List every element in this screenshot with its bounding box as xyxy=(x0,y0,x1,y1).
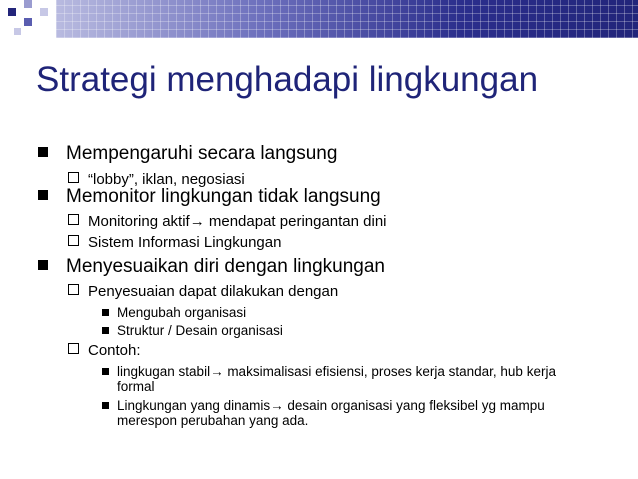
bullet-level1 xyxy=(38,143,337,165)
bullet-level1 xyxy=(38,186,381,208)
bullet-level2 xyxy=(68,234,281,251)
bullet-text: Lingkungan yang dinamis→ desain organisasi yang fleksibel yg mampu merespon perubahan yang ada. xyxy=(117,398,545,428)
bullet-level2 xyxy=(68,342,141,359)
bullet-text: Mempengaruhi secara langsung xyxy=(66,143,338,164)
bullet-text: Struktur / Desain organisasi xyxy=(117,323,283,338)
hollow-box-bullet-icon xyxy=(68,284,79,295)
bullet-text: Contoh: xyxy=(88,342,141,359)
square-bullet-icon xyxy=(38,260,48,270)
slide-title: Strategi menghadapi lingkungan xyxy=(36,60,539,99)
square-bullet-icon xyxy=(102,309,109,316)
bullet-text: lingkugan stabil→ maksimalisasi efisiensi, proses kerja standar, hub kerja formal xyxy=(117,364,556,394)
bullet-level3 xyxy=(102,305,246,320)
bullet-level2 xyxy=(68,213,387,230)
bullet-level1 xyxy=(38,256,385,278)
bullet-level2 xyxy=(68,283,338,300)
square-bullet-icon xyxy=(102,368,109,375)
bullet-text: Mengubah organisasi xyxy=(117,305,247,320)
bullet-text: Penyesuaian dapat dilakukan dengan xyxy=(88,283,339,300)
square-bullet-icon xyxy=(102,402,109,409)
bullet-text: Menyesuaikan diri dengan lingkungan xyxy=(66,256,386,277)
bullet-level3 xyxy=(102,323,283,338)
bullet-level3 xyxy=(102,398,572,428)
square-bullet-icon xyxy=(102,327,109,334)
bullet-text: Sistem Informasi Lingkungan xyxy=(88,234,282,251)
square-bullet-icon xyxy=(38,147,48,157)
hollow-box-bullet-icon xyxy=(68,214,79,225)
bullet-text: Monitoring aktif→ mendapat peringantan dini xyxy=(88,213,387,230)
square-bullet-icon xyxy=(38,190,48,200)
bullet-text: “lobby”, iklan, negosiasi xyxy=(88,171,245,188)
hollow-box-bullet-icon xyxy=(68,235,79,246)
hollow-box-bullet-icon xyxy=(68,172,79,183)
hollow-box-bullet-icon xyxy=(68,343,79,354)
bullet-text: Memonitor lingkungan tidak langsung xyxy=(66,186,381,207)
bullet-level3 xyxy=(102,364,592,394)
